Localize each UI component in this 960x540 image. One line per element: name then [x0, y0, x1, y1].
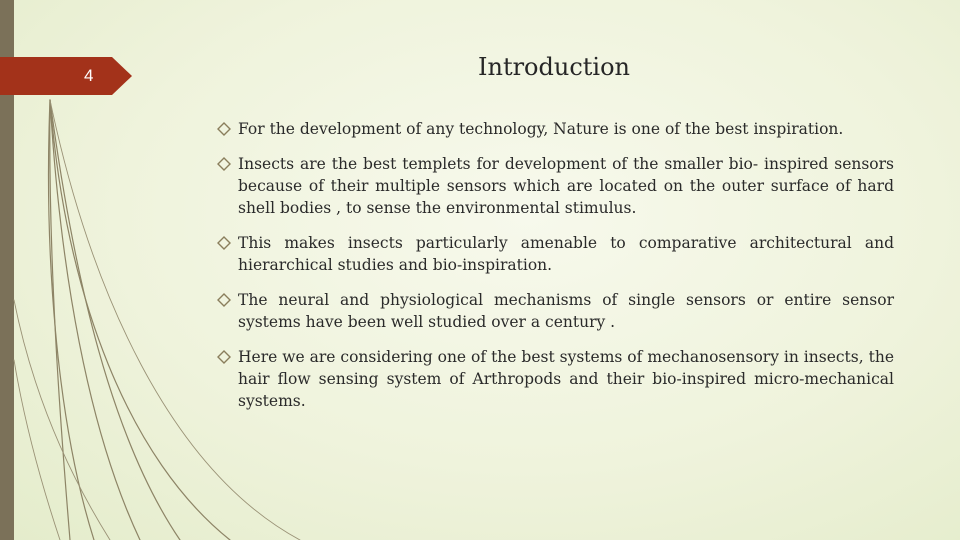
bullet-item [214, 346, 894, 412]
diamond-bullet-icon [217, 157, 231, 171]
bullet-text: Here we are considering one of the best systems of mechanosensory in insects, the hair flow sensing system of Arthropods and their bio-inspired micro-mechanical systems. [238, 348, 894, 410]
bullet-item [214, 232, 894, 276]
slide-number: 4 [84, 66, 94, 85]
bullet-item [214, 118, 894, 140]
diamond-bullet-icon [217, 350, 231, 364]
bullet-text: For the development of any technology, Nature is one of the best inspiration. [238, 120, 844, 138]
diamond-bullet-icon [217, 122, 231, 136]
bullet-item [214, 153, 894, 219]
bullet-item [214, 289, 894, 333]
bullet-text: Insects are the best templets for development of the smaller bio- inspired sensors because of their multiple sensors which are located on the outer surface of hard shell bodies , to sense the environmental stimulus. [238, 155, 894, 217]
diamond-bullet-icon [217, 236, 231, 250]
bullet-text: The neural and physiological mechanisms of single sensors or entire sensor systems have been well studied over a century . [238, 291, 894, 331]
bullet-list [214, 118, 894, 425]
slide-title: Introduction [478, 53, 630, 81]
bullet-text: This makes insects particularly amenable to comparative architectural and hierarchical studies and bio-inspiration. [238, 234, 894, 274]
diamond-bullet-icon [217, 293, 231, 307]
slide-number-tab [0, 57, 132, 95]
